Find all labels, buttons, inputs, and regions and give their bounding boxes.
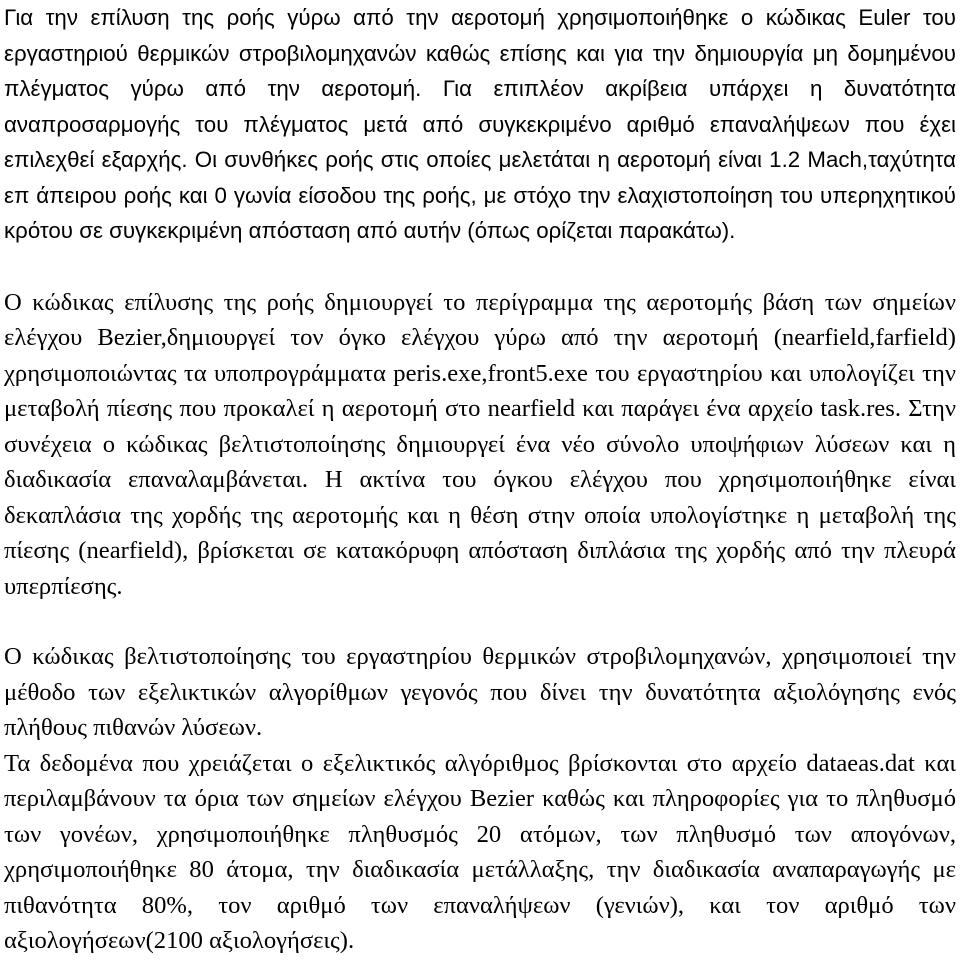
- paragraph-solver-intro: Για την επίλυση της ροής γύρω από την αεροτομή χρησιμοποιήθηκε ο κώδικας Euler του εργαστηριού θερμικών στροβιλομηχανών καθώς επίσης και για την δημιουργία μη δομημένου πλέγματος γύρω από την αεροτομή. Για επιπλέον ακρίβεια υπάρχει η δυνατότητα αναπροσαρμογής του πλέγματος μετά από συγκεκριμένο αριθμό επαναλήψεων που έχει επιλεχθεί εξαρχής. Οι συνθήκες ροής στις οποίες μελετάται η αεροτομή είναι 1.2 Mach,ταχύτητα επ άπειρου ροής και 0 γωνία είσοδου της ροής, με στόχο την ελαχιστοποίηση του υπερηχητικού κρότου σε συγκεκριμένη απόσταση από αυτήν (όπως ορίζεται παρακάτω).: [4, 5, 956, 243]
- paragraph-evolutionary-data: Τα δεδομένα που χρειάζεται ο εξελικτικός αλγόριθμος βρίσκονται στο αρχείο dataeas.dat και περιλαμβάνουν τα όρια των σημείων ελέγχου Bezier καθώς και πληροφορίες για το πληθυσμό των γονέων, χρησιμοποιήθηκε πληθυσμός 20 ατόμων, των πληθυσμό των απογόνων, χρησιμοποιήθηκε 80 άτομα, την διαδικασία μετάλλαξης, την διαδικασία αναπαραγωγής με πιθανότητα 80%, τον αριθμό των επαναλήψεων (γενιών), και τον αριθμό των αξιολογήσεων(2100 αξιολογήσεις).: [4, 749, 956, 954]
- paragraph-optimization-method: Ο κώδικας βελτιστοποίησης του εργαστηρίου θερμικών στροβιλομηχανών, χρησιμοποιεί την μέθοδο των εξελικτικών αλγορίθμων γεγονός που δίνει την δυνατότητα αξιολόγησης ενός πλήθους πιθανών λύσεων.: [4, 643, 956, 741]
- paragraph-flow-solver: Ο κώδικας επίλυσης της ροής δημιουργεί το περίγραμμα της αεροτομής βάση των σημείων ελέγχου Bezier,δημιουργεί τον όγκο ελέγχου γύρω από την αεροτομή (nearfield,farfield) χρησιμοποιώντας τα υποπρογράμματα peris.exe,front5.exe του εργαστηρίου και υπολογίζει την μεταβολή πίεσης που προκαλεί η αεροτομή στο nearfield και παράγει ένα αρχείο task.res. Στην συνέχεια ο κώδικας βελτιστοποίησης δημιουργεί ένα νέο σύνολο υποψήφιων λύσεων και η διαδικασία επαναλαμβάνεται. Η ακτίνα του όγκου ελέγχου που χρησιμοποιήθηκε είναι δεκαπλάσια της χορδής της αεροτομής και η θέση στην οποία υπολογίστηκε η μεταβολή της πίεσης (nearfield), βρίσκεται σε κατακόρυφη απόσταση διπλάσια της χορδής από την πλευρά υπερπίεσης.: [4, 288, 956, 600]
